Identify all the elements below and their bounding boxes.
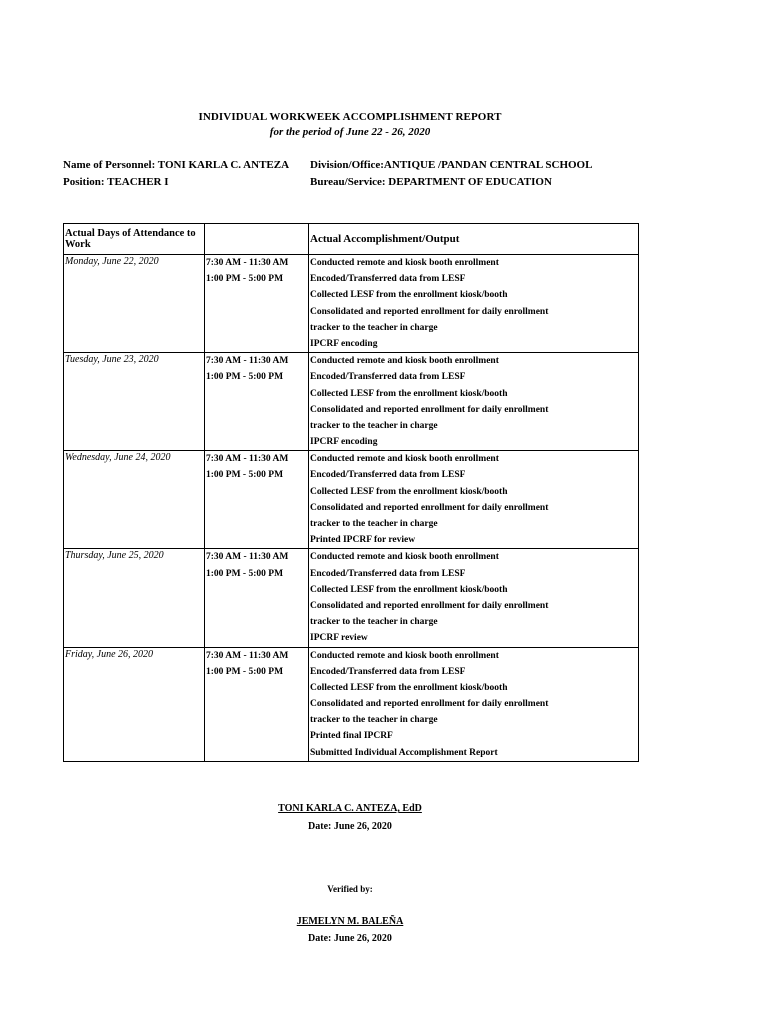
time-cell: [205, 451, 309, 549]
table-row: [64, 549, 639, 647]
accomplishment-item: tracker to the teacher in charge: [310, 420, 438, 431]
table-header-row: [64, 224, 639, 255]
accomplishment-cell: [309, 451, 639, 549]
accomplishment-item: Conducted remote and kiosk booth enrollment: [310, 258, 499, 268]
accomplishment-item: Printed final IPCRF: [310, 731, 393, 742]
attendance-day: Tuesday, June 23, 2020: [64, 353, 205, 451]
header-time: [205, 224, 309, 255]
accomplishment-item: Conducted remote and kiosk booth enrollment: [310, 356, 499, 367]
accomplishment-item: Collected LESF from the enrollment kiosk/booth: [310, 388, 508, 399]
accomplishment-item: Printed IPCRF for review: [310, 535, 416, 546]
accomplishment-table: [63, 223, 639, 762]
accomplishment-item: Encoded/Transferred data from LESF: [310, 372, 466, 383]
accomplishment-item: IPCRF review: [310, 633, 368, 644]
accomplishment-item: Encoded/Transferred data from LESF: [310, 666, 466, 677]
report-title: INDIVIDUAL WORKWEEK ACCOMPLISHMENT REPORT: [198, 111, 502, 123]
accomplishment-item: Conducted remote and kiosk booth enrollment: [310, 552, 499, 563]
verified-by-label: Verified by:: [327, 884, 373, 894]
time-range: 1:00 PM - 5:00 PM: [206, 372, 284, 383]
accomplishment-item: Encoded/Transferred data from LESF: [310, 470, 466, 481]
personnel-position: Position: TEACHER I: [63, 176, 169, 188]
attendance-day: Friday, June 26, 2020: [64, 647, 205, 761]
header-attendance: Actual Days of Attendance to Work: [64, 224, 205, 255]
accomplishment-item: tracker to the teacher in charge: [310, 617, 438, 628]
verifier-name: JEMELYN M. BALEÑA: [296, 916, 404, 927]
table-row: [64, 451, 639, 549]
time-cell: [205, 255, 309, 353]
division-office: Division/Office:ANTIQUE /PANDAN CENTRAL SCHOOL: [310, 159, 593, 171]
time-range: 1:00 PM - 5:00 PM: [206, 470, 284, 481]
header-accomplishment: Actual Accomplishment/Output: [309, 224, 639, 255]
time-range: 1:00 PM - 5:00 PM: [206, 666, 284, 677]
personnel-name: Name of Personnel: TONI KARLA C. ANTEZA: [63, 159, 290, 171]
time-range: 7:30 AM - 11:30 AM: [206, 356, 289, 367]
accomplishment-item: Collected LESF from the enrollment kiosk/booth: [310, 682, 508, 693]
accomplishment-item: Conducted remote and kiosk booth enrollment: [310, 650, 499, 661]
accomplishment-item: Consolidated and reported enrollment for daily enrollment: [310, 699, 549, 710]
accomplishment-item: Consolidated and reported enrollment for daily enrollment: [310, 306, 549, 317]
preparer-date: Date: June 26, 2020: [308, 821, 392, 832]
accomplishment-cell: [309, 255, 639, 353]
accomplishment-item: Collected LESF from the enrollment kiosk/booth: [310, 584, 508, 595]
accomplishment-item: Encoded/Transferred data from LESF: [310, 568, 466, 579]
accomplishment-item: Consolidated and reported enrollment for daily enrollment: [310, 600, 549, 611]
time-range: 7:30 AM - 11:30 AM: [206, 454, 289, 465]
preparer-name: TONI KARLA C. ANTEZA, EdD: [278, 803, 422, 814]
verifier-date: Date: June 26, 2020: [308, 933, 392, 944]
accomplishment-item: Consolidated and reported enrollment for daily enrollment: [310, 502, 549, 513]
accomplishment-item: Conducted remote and kiosk booth enrollment: [310, 454, 499, 465]
time-range: 1:00 PM - 5:00 PM: [206, 274, 284, 285]
accomplishment-item: Collected LESF from the enrollment kiosk/booth: [310, 290, 508, 301]
time-cell: [205, 647, 309, 761]
accomplishment-cell: [309, 353, 639, 451]
table-row: [64, 647, 639, 761]
time-range: 7:30 AM - 11:30 AM: [206, 552, 289, 563]
time-range: 1:00 PM - 5:00 PM: [206, 568, 284, 579]
report-period: for the period of June 22 - 26, 2020: [269, 126, 431, 138]
time-cell: [205, 353, 309, 451]
table-row: [64, 255, 639, 353]
accomplishment-item: Submitted Individual Accomplishment Report: [310, 747, 498, 758]
accomplishment-item: tracker to the teacher in charge: [310, 715, 438, 726]
table-row: [64, 353, 639, 451]
accomplishment-item: tracker to the teacher in charge: [310, 322, 438, 333]
accomplishment-item: IPCRF encoding: [310, 338, 378, 349]
accomplishment-item: IPCRF encoding: [310, 437, 378, 448]
accomplishment-item: tracker to the teacher in charge: [310, 519, 438, 529]
attendance-day: Thursday, June 25, 2020: [64, 549, 205, 647]
attendance-day: Monday, June 22, 2020: [64, 255, 205, 353]
time-cell: [205, 549, 309, 647]
time-range: 7:30 AM - 11:30 AM: [206, 258, 289, 268]
accomplishment-cell: [309, 549, 639, 647]
time-range: 7:30 AM - 11:30 AM: [206, 650, 289, 661]
bureau-service: Bureau/Service: DEPARTMENT OF EDUCATION: [310, 176, 552, 188]
accomplishment-item: Consolidated and reported enrollment for daily enrollment: [310, 404, 549, 415]
attendance-day: Wednesday, June 24, 2020: [64, 451, 205, 549]
accomplishment-item: Collected LESF from the enrollment kiosk/booth: [310, 486, 508, 497]
accomplishment-cell: [309, 647, 639, 761]
accomplishment-item: Encoded/Transferred data from LESF: [310, 274, 466, 285]
